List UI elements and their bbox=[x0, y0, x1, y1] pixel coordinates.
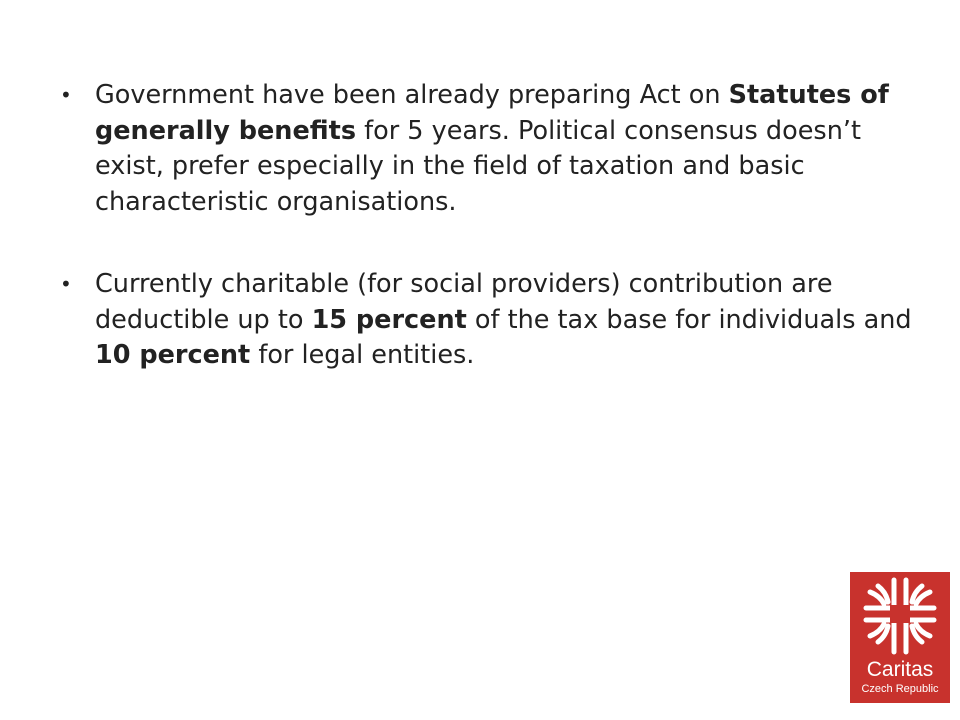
logo-name: Caritas bbox=[866, 658, 934, 681]
bullet-dot: • bbox=[60, 83, 72, 107]
bullet-text: Government have been already preparing Act on Statutes of generally benefits for 5 years. Political consensus doesn’t exist, prefer especially in the field of taxation and basic characteristic organisations. bbox=[95, 80, 889, 217]
bullet-text: Currently charitable (for social providers) contribution are deductible up to 15 percent of the tax base for individuals and 10 percent for legal entities. bbox=[95, 269, 912, 370]
bullet-dot: • bbox=[60, 272, 72, 296]
bold-text: 10 percent bbox=[95, 340, 251, 370]
bold-text: 15 percent bbox=[311, 304, 467, 335]
bullet-item bbox=[60, 78, 920, 220]
bullet-item bbox=[60, 267, 920, 374]
logo-subtitle: Czech Republic bbox=[861, 683, 939, 695]
bold-text: Statutes of generally benefits bbox=[95, 80, 889, 146]
caritas-logo bbox=[850, 572, 950, 703]
caritas-cross-icon bbox=[850, 572, 950, 660]
bullet-list bbox=[60, 78, 920, 421]
